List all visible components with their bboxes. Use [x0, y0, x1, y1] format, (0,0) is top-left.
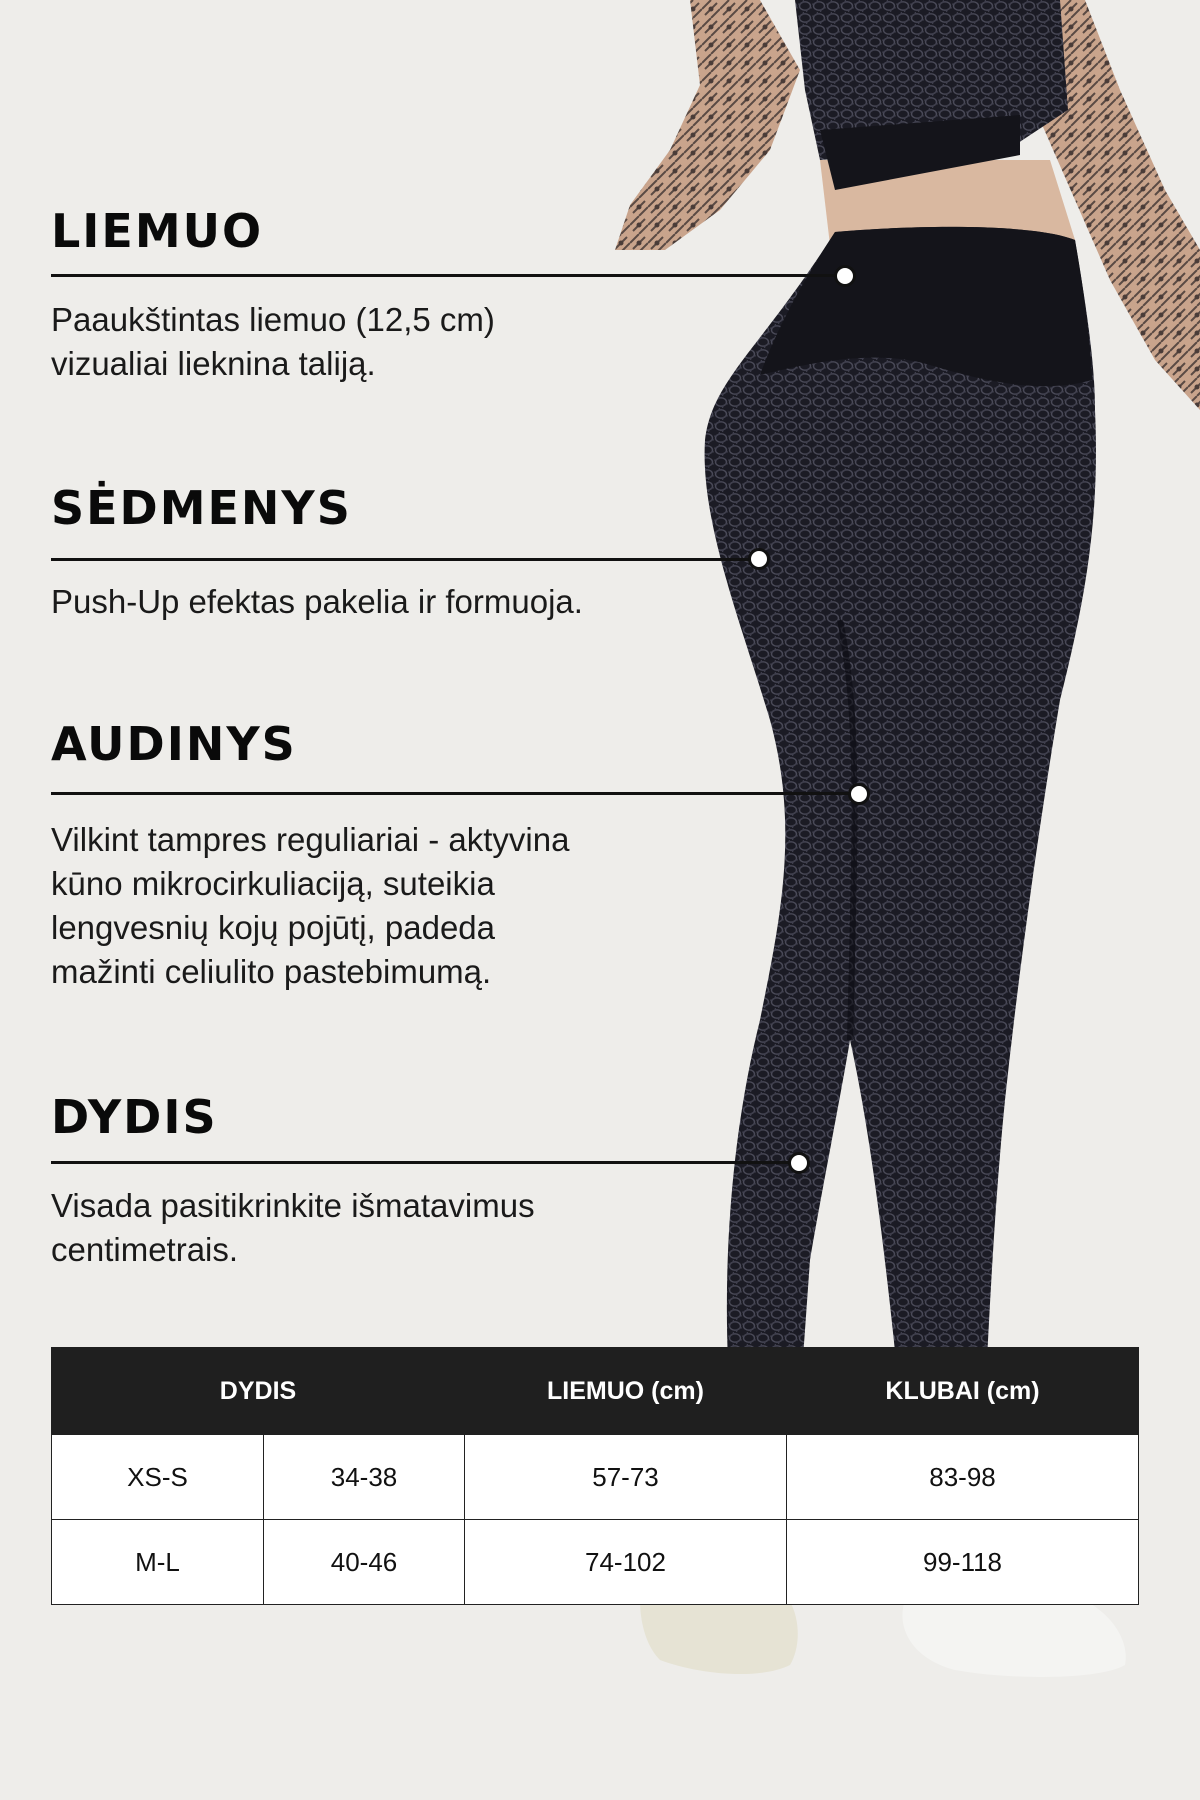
description-line: Paaukštintas liemuo (12,5 cm)	[51, 301, 495, 338]
description-line: kūno mikrocirkuliaciją, suteikia	[51, 865, 495, 902]
callout-line-waist	[51, 274, 846, 277]
section-heading-waist: LIEMUO	[51, 204, 264, 258]
size-chart-table	[51, 1347, 1139, 1605]
section-heading-fabric: AUDINYS	[51, 717, 297, 771]
description-line: centimetrais.	[51, 1231, 239, 1268]
description-line: vizualiai lieknina taliją.	[51, 345, 376, 382]
callout-line-glutes	[51, 558, 759, 561]
description-line: mažinti celiulito pastebimumą.	[51, 953, 492, 990]
callout-line-fabric	[51, 792, 860, 795]
hips-cell: 99-118	[787, 1520, 1139, 1605]
section-heading-glutes: SĖDMENYS	[51, 481, 352, 535]
table-row	[52, 1435, 1139, 1520]
callout-dot-waist	[834, 265, 856, 287]
description-line: Visada pasitikrinkite išmatavimus	[51, 1187, 535, 1224]
callout-dot-glutes	[748, 548, 770, 570]
hips-cell: 83-98	[787, 1435, 1139, 1520]
column-header-hips: KLUBAI (cm)	[787, 1348, 1139, 1435]
left-arm	[615, 0, 800, 250]
size-label-cell: M-L	[52, 1520, 264, 1605]
column-header-waist: LIEMUO (cm)	[465, 1348, 787, 1435]
waist-cell: 57-73	[465, 1435, 787, 1520]
table-row	[52, 1520, 1139, 1605]
description-line: Vilkint tampres reguliariai - aktyvina	[51, 821, 570, 858]
section-description-waist	[51, 298, 495, 386]
callout-dot-size	[788, 1152, 810, 1174]
waist-cell: 74-102	[465, 1520, 787, 1605]
description-line: Push-Up efektas pakelia ir formuoja.	[51, 583, 583, 620]
section-description-size	[51, 1184, 535, 1272]
table-header-row	[52, 1348, 1139, 1435]
callout-line-size	[51, 1161, 799, 1164]
size-number-cell: 34-38	[264, 1435, 465, 1520]
column-header-size: DYDIS	[52, 1348, 465, 1435]
leggings	[705, 227, 1096, 1400]
size-number-cell: 40-46	[264, 1520, 465, 1605]
section-description-glutes	[51, 580, 583, 624]
section-heading-size: DYDIS	[51, 1090, 218, 1144]
size-label-cell: XS-S	[52, 1435, 264, 1520]
callout-dot-fabric	[848, 783, 870, 805]
description-line: lengvesnių kojų pojūtį, padeda	[51, 909, 496, 946]
section-description-fabric	[51, 818, 569, 994]
